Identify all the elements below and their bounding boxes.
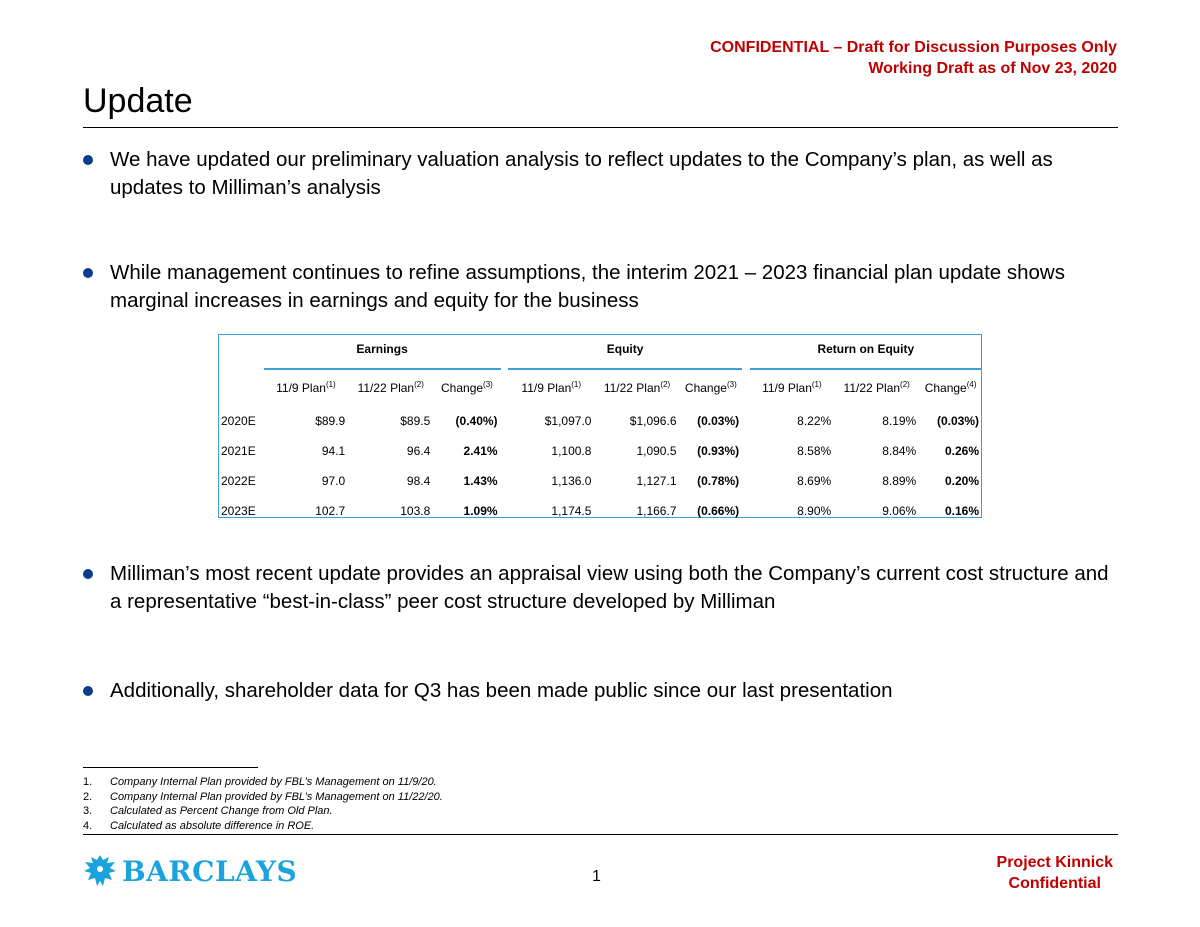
confidential-line-1: CONFIDENTIAL – Draft for Discussion Purposes Only	[710, 39, 1117, 56]
column-header: Change$^{(3)}$	[441, 380, 493, 395]
logo-text: BARCLAYS	[122, 854, 298, 888]
column-header: Change$^{(4)}$	[924, 380, 977, 395]
table-row	[218, 436, 982, 466]
table-cell: 8.90%	[797, 504, 832, 518]
table-cell: 1,136.0	[551, 474, 592, 488]
row-label: 2020E	[221, 414, 256, 428]
title-divider	[83, 127, 1118, 128]
table-cell: 1,090.5	[636, 444, 677, 458]
table-cell: 97.0	[321, 474, 346, 488]
column-header: 11/22 Plan$^{(2)}$	[357, 380, 424, 395]
table-cell: 8.84%	[882, 444, 917, 458]
footnote-divider	[83, 767, 258, 768]
table-row	[218, 466, 982, 496]
barclays-logo	[83, 853, 297, 889]
table-cell: 96.4	[406, 444, 431, 458]
project-label	[997, 852, 1113, 894]
table-cell: 8.22%	[797, 414, 832, 428]
table-cell: 0.26%	[944, 444, 979, 458]
bullet-text: While management continues to refine assumptions, the interim 2021 – 2023 financial plan update shows marginal increases in earnings and equity for the business	[110, 261, 1065, 312]
bullet-text: Additionally, shareholder data for Q3 has been made public since our last presentation	[110, 679, 893, 702]
page-number: 1	[592, 868, 601, 885]
eagle-icon	[83, 853, 117, 889]
table-cell: $1,097.0	[544, 414, 592, 428]
column-header: 11/9 Plan$^{(1)}$	[521, 380, 582, 395]
table-cell: $89.5	[400, 414, 431, 428]
financial-plan-table	[218, 342, 982, 526]
row-label: 2021E	[221, 444, 256, 458]
footnote: 3. Calculated as Percent Change from Old Plan.	[83, 805, 333, 817]
bullet-text: We have updated our preliminary valuation analysis to reflect updates to the Company’s plan, as well as updates to Milliman’s analysis	[110, 148, 1053, 199]
group-earnings: Earnings	[264, 342, 501, 369]
row-label: 2023E	[221, 504, 256, 518]
bullet-text: Milliman’s most recent update provides an appraisal view using both the Company’s current cost structure and a representative “best-in-class” peer cost structure developed by Milliman	[110, 562, 1109, 613]
table-cell: 8.19%	[882, 414, 917, 428]
bullet-icon	[83, 155, 93, 165]
table-row	[218, 406, 982, 436]
table-cell: (0.03%)	[697, 414, 740, 428]
bullet-item	[83, 146, 1113, 202]
table-cell: 94.1	[321, 444, 346, 458]
table-cell: 1.09%	[463, 504, 498, 518]
table-cell: 2.41%	[463, 444, 498, 458]
table-cell: (0.40%)	[455, 414, 498, 428]
bullet-icon	[83, 268, 93, 278]
column-header: 11/22 Plan$^{(2)}$	[603, 380, 671, 395]
table-cell: 0.16%	[944, 504, 979, 518]
table-cell: (0.03%)	[936, 414, 979, 428]
sub-header-row	[218, 369, 982, 406]
table-cell: 9.06%	[882, 504, 917, 518]
table-row	[218, 496, 982, 526]
column-header: Change$^{(3)}$	[684, 380, 737, 395]
table-cell: 1,127.1	[636, 474, 677, 488]
table-cell: 0.20%	[944, 474, 979, 488]
confidential-line-2: Working Draft as of Nov 23, 2020	[868, 60, 1117, 77]
table-cell: $89.9	[315, 414, 346, 428]
footnotes	[83, 775, 443, 833]
footnote: 1. Company Internal Plan provided by FBL’s Management on 11/9/20.	[83, 776, 437, 788]
column-header: 11/9 Plan$^{(1)}$	[276, 380, 336, 395]
group-equity: Equity	[508, 342, 742, 369]
table-cell: $1,096.6	[629, 414, 677, 428]
table-cell: 8.89%	[882, 474, 917, 488]
table-cell: 1,166.7	[636, 504, 677, 518]
table-cell: 1,174.5	[551, 504, 592, 518]
table-cell: 8.69%	[797, 474, 832, 488]
bullet-item	[83, 677, 1113, 705]
group-roe: Return on Equity	[750, 342, 982, 369]
project-name: Project Kinnick	[996, 854, 1113, 871]
footnote: 4. Calculated as absolute difference in ROE.	[83, 819, 315, 832]
project-confidential: Confidential	[1008, 875, 1101, 892]
footnote: 2. Company Internal Plan provided by FBL’s Management on 11/22/20.	[83, 790, 443, 803]
page-title: Update	[83, 82, 193, 120]
table-cell: 1.43%	[463, 474, 498, 488]
table-cell: (0.66%)	[697, 504, 740, 518]
table-cell: (0.78%)	[697, 474, 740, 488]
footer-divider	[83, 834, 1118, 835]
row-label: 2022E	[221, 474, 256, 488]
bullet-icon	[83, 686, 93, 696]
table-cell: 98.4	[406, 474, 431, 488]
table-cell: 103.8	[400, 504, 431, 518]
table-cell: 1,100.8	[551, 444, 592, 458]
bullet-item	[83, 259, 1113, 315]
column-header: 11/9 Plan$^{(1)}$	[762, 380, 822, 395]
table-cell: (0.93%)	[697, 444, 740, 458]
bullet-icon	[83, 569, 93, 579]
bullet-item	[83, 560, 1113, 616]
group-header-row	[218, 342, 982, 369]
table-cell: 8.58%	[797, 444, 832, 458]
confidential-notice	[710, 37, 1117, 79]
table-cell: 102.7	[315, 504, 346, 518]
column-header: 11/22 Plan$^{(2)}$	[843, 380, 910, 395]
